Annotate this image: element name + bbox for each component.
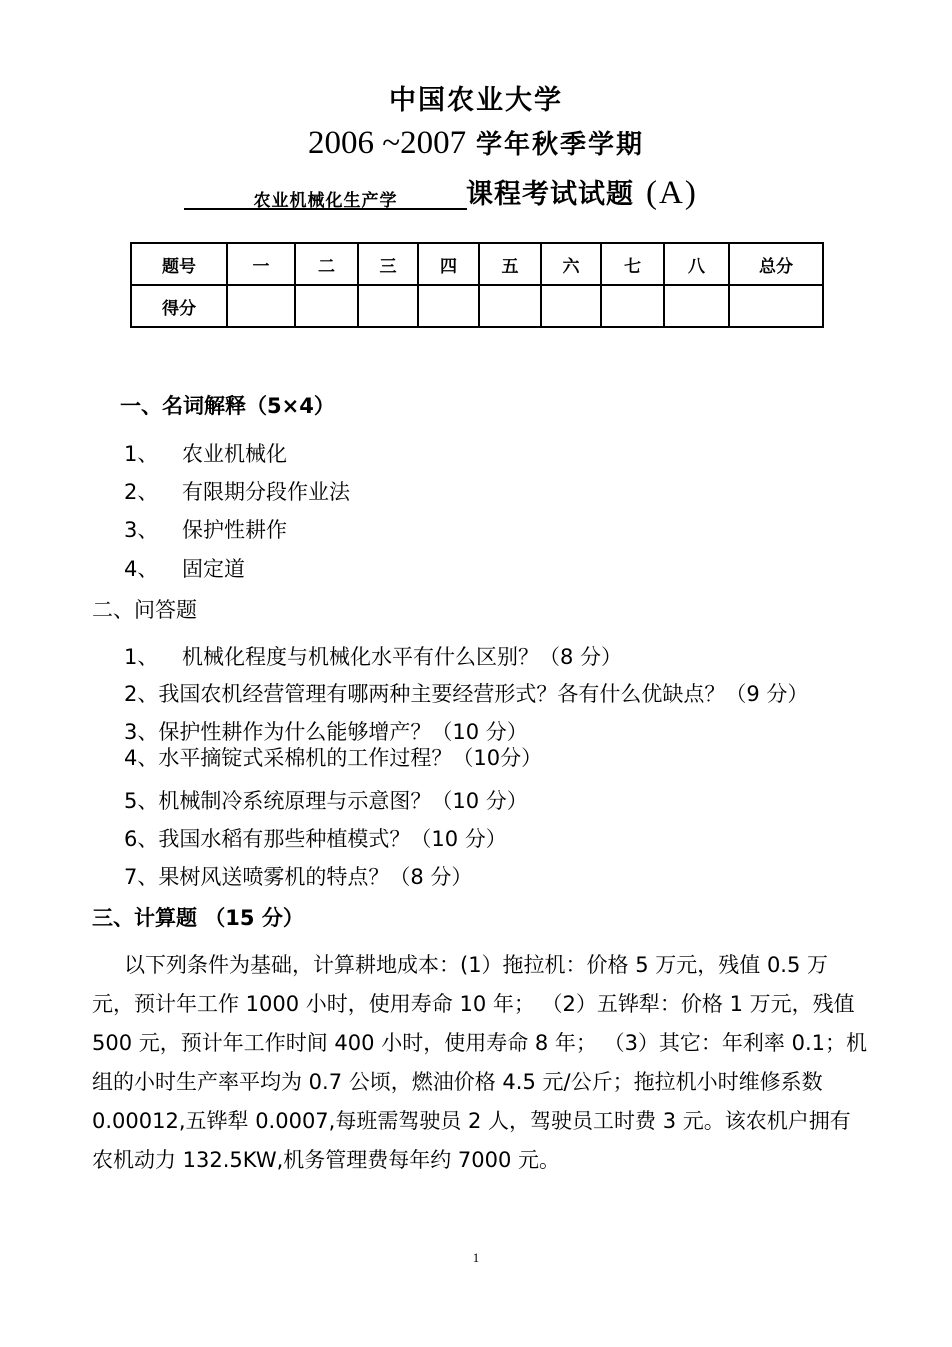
exam-title-line (466, 172, 698, 212)
list-item: 有限期分段作业法 (182, 480, 350, 504)
list-number: 4、 (124, 557, 159, 581)
term-label: 学年秋季学期 (475, 130, 644, 160)
score-cell (729, 285, 823, 327)
score-cell: 题号 (131, 243, 227, 285)
term-line (0, 124, 952, 162)
list-item: 固定道 (182, 557, 245, 581)
section-heading: 二、问答题 (92, 598, 197, 622)
score-cell: 得分 (131, 285, 227, 327)
score-cell: 五 (479, 243, 541, 285)
list-number: 1、 (124, 645, 159, 669)
score-cell (541, 285, 601, 327)
list-number: 3、 (124, 518, 159, 542)
score-cell: 四 (418, 243, 479, 285)
section-heading: 一、名词解释（5×4） (120, 394, 335, 418)
list-item: 5、机械制冷系统原理与示意图？（10 分） (124, 789, 528, 813)
score-cell (418, 285, 479, 327)
university-name: 中国农业大学 (389, 85, 563, 116)
list-number: 1、 (124, 442, 159, 466)
list-item: 保护性耕作 (182, 518, 287, 542)
list-item: 2、我国农机经营管理有哪两种主要经营形式？各有什么优缺点？（9 分） (124, 682, 809, 706)
list-item: 机械化程度与机械化水平有什么区别？（8 分） (182, 645, 623, 669)
exam-version: (A) (646, 175, 698, 211)
score-cell: 总分 (729, 243, 823, 285)
term-years: 2006 ~2007 (308, 125, 467, 161)
score-cell: 二 (295, 243, 358, 285)
score-table-header-row (131, 243, 823, 285)
score-cell (358, 285, 418, 327)
score-cell: 八 (664, 243, 729, 285)
score-cell (295, 285, 358, 327)
list-number: 2、 (124, 480, 159, 504)
score-cell (601, 285, 664, 327)
score-cell: 六 (541, 243, 601, 285)
course-name: 农业机械化生产学 (253, 191, 398, 211)
page-number: 1 (472, 1250, 480, 1265)
score-cell: 一 (227, 243, 295, 285)
score-cell (227, 285, 295, 327)
score-table-score-row (131, 285, 823, 327)
course-underline (184, 208, 467, 210)
list-item: 3、保护性耕作为什么能够增产？（10 分） (124, 720, 528, 744)
problem-paragraph: 以下列条件为基础，计算耕地成本：(1）拖拉机：价格 5 万元，残值 0.5 万元，预计年工作 1000 小时，使用寿命 10 年； （2）五铧犁：价格 1 万元，残值 500 元，预计年工作时间 400 小时，使用寿命 8 年； （3）其它：年利率 0.1；机组的小时生产率平均为 0.7 公顷，燃油价格 4.5 元/公斤；拖拉机小时维修系数 0.00012,五铧犁 0.0007,每班需驾驶员 2 人，驾驶员工时费 3 元。该农机户拥有农机动力 132.5KW,机务管理费每年约 7000 元。 (92, 953, 868, 1172)
score-table (130, 242, 824, 328)
list-item: 6、我国水稻有那些种植模式？（10 分） (124, 827, 507, 851)
list-item: 4、水平摘锭式采棉机的工作过程？（10分） (124, 746, 543, 770)
section-heading: 三、计算题 （15 分） (92, 906, 304, 930)
score-cell (664, 285, 729, 327)
score-cell: 三 (358, 243, 418, 285)
score-cell (479, 285, 541, 327)
list-item: 农业机械化 (182, 442, 287, 466)
exam-title: 课程考试试题 (466, 179, 634, 210)
list-item: 7、果树风送喷雾机的特点？（8 分） (124, 865, 473, 889)
score-cell: 七 (601, 243, 664, 285)
